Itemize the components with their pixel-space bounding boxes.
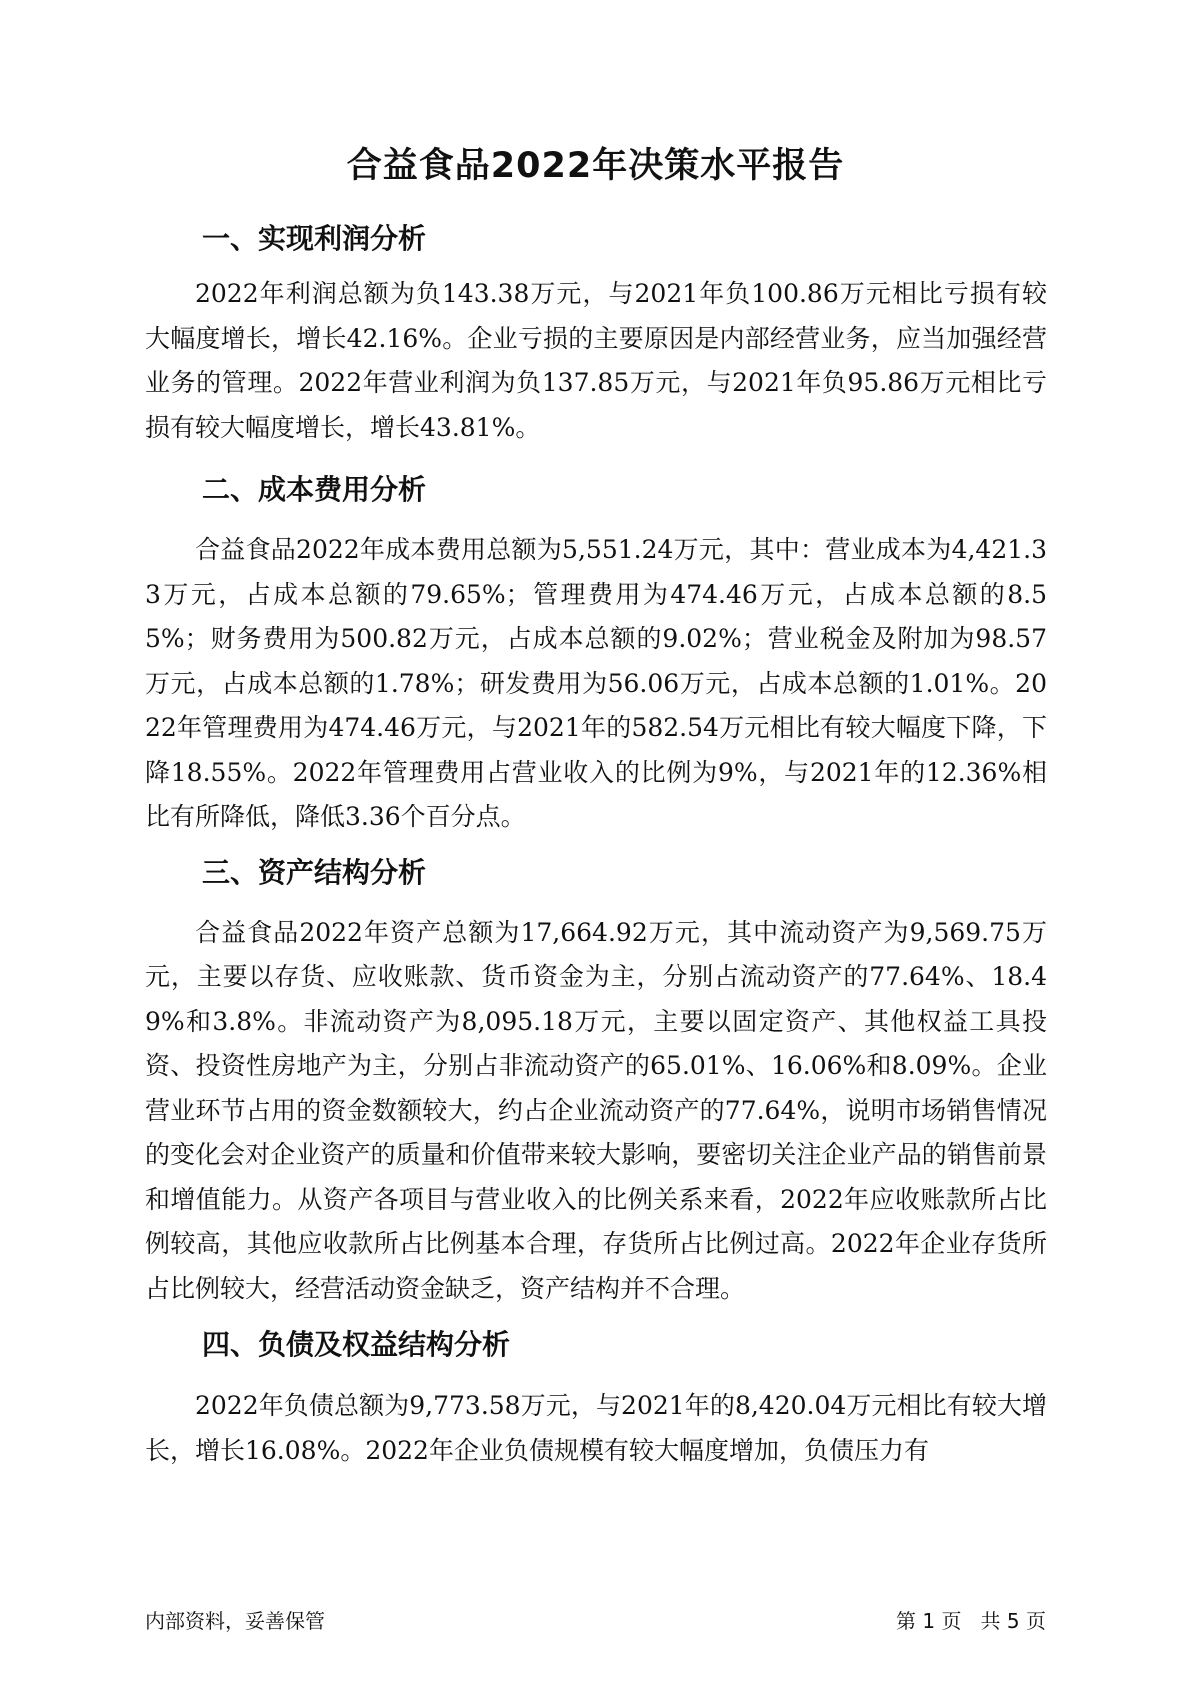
page-title: 合益食品2022年决策水平报告	[346, 146, 845, 186]
report-body	[145, 215, 1047, 1473]
section-asset-structure	[145, 849, 1047, 1312]
section-heading: 二、成本费用分析	[202, 473, 427, 506]
footer-page-number: 第 1 页 共 5 页	[896, 1609, 1046, 1633]
section-paragraph: 合益食品2022年资产总额为17,664.92万元，其中流动资产为9,569.75万元，主要以存货、应收账款、货币资金为主，分别占流动资产的77.64%、18.49%和3.8%。非流动资产为8,095.18万元，主要以固定资产、其他权益工具投资、投资性房地产为主，分别占非流动资产的65.01%、16.06%和8.09%。企业营业环节占用的资金数额较大，约占企业流动资产的77.64%，说明市场销售情况的变化会对企业资产的质量和价值带来较大影响，要密切关注企业产品的销售前景和增值能力。从资产各项目与营业收入的比例关系来看，2022年应收账款所占比例较高，其他应收款所占比例基本合理，存货所占比例过高。2022年企业存货所占比例较大，经营活动资金缺乏，资产结构并不合理。	[145, 917, 1047, 1303]
section-paragraph: 2022年利润总额为负143.38万元，与2021年负100.86万元相比亏损有较大幅度增长，增长42.16%。企业亏损的主要原因是内部经营业务，应当加强经营业务的管理。2022年营业利润为负137.85万元，与2021年负95.86万元相比亏损有较大幅度增长，增长43.81%。	[145, 279, 1047, 442]
section-heading: 一、实现利润分析	[202, 222, 427, 255]
section-profit-analysis	[145, 215, 1047, 450]
section-heading: 三、资产结构分析	[202, 855, 427, 889]
footer-confidential-note: 内部资料，妥善保管	[145, 1609, 325, 1633]
section-paragraph: 合益食品2022年成本费用总额为5,551.24万元，其中：营业成本为4,421.33万元，占成本总额的79.65%；管理费用为474.46万元，占成本总额的8.55%；财务费用为500.82万元，占成本总额的9.02%；营业税金及附加为98.57万元，占成本总额的1.78%；研发费用为56.06万元，占成本总额的1.01%。2022年管理费用为474.46万元，与2021年的582.54万元相比有较大幅度下降，下降18.55%。2022年管理费用占营业收入的比例为9%，与2021年的12.36%相比有所降低，降低3.36个百分点。	[145, 535, 1047, 831]
section-liability-equity	[145, 1321, 1047, 1473]
section-paragraph: 2022年负债总额为9,773.58万元，与2021年的8,420.04万元相比有较大增长，增长16.08%。2022年企业负债规模有较大幅度增加，负债压力有	[145, 1391, 1047, 1465]
section-heading: 四、负债及权益结构分析	[202, 1328, 511, 1361]
section-cost-analysis	[145, 466, 1047, 840]
